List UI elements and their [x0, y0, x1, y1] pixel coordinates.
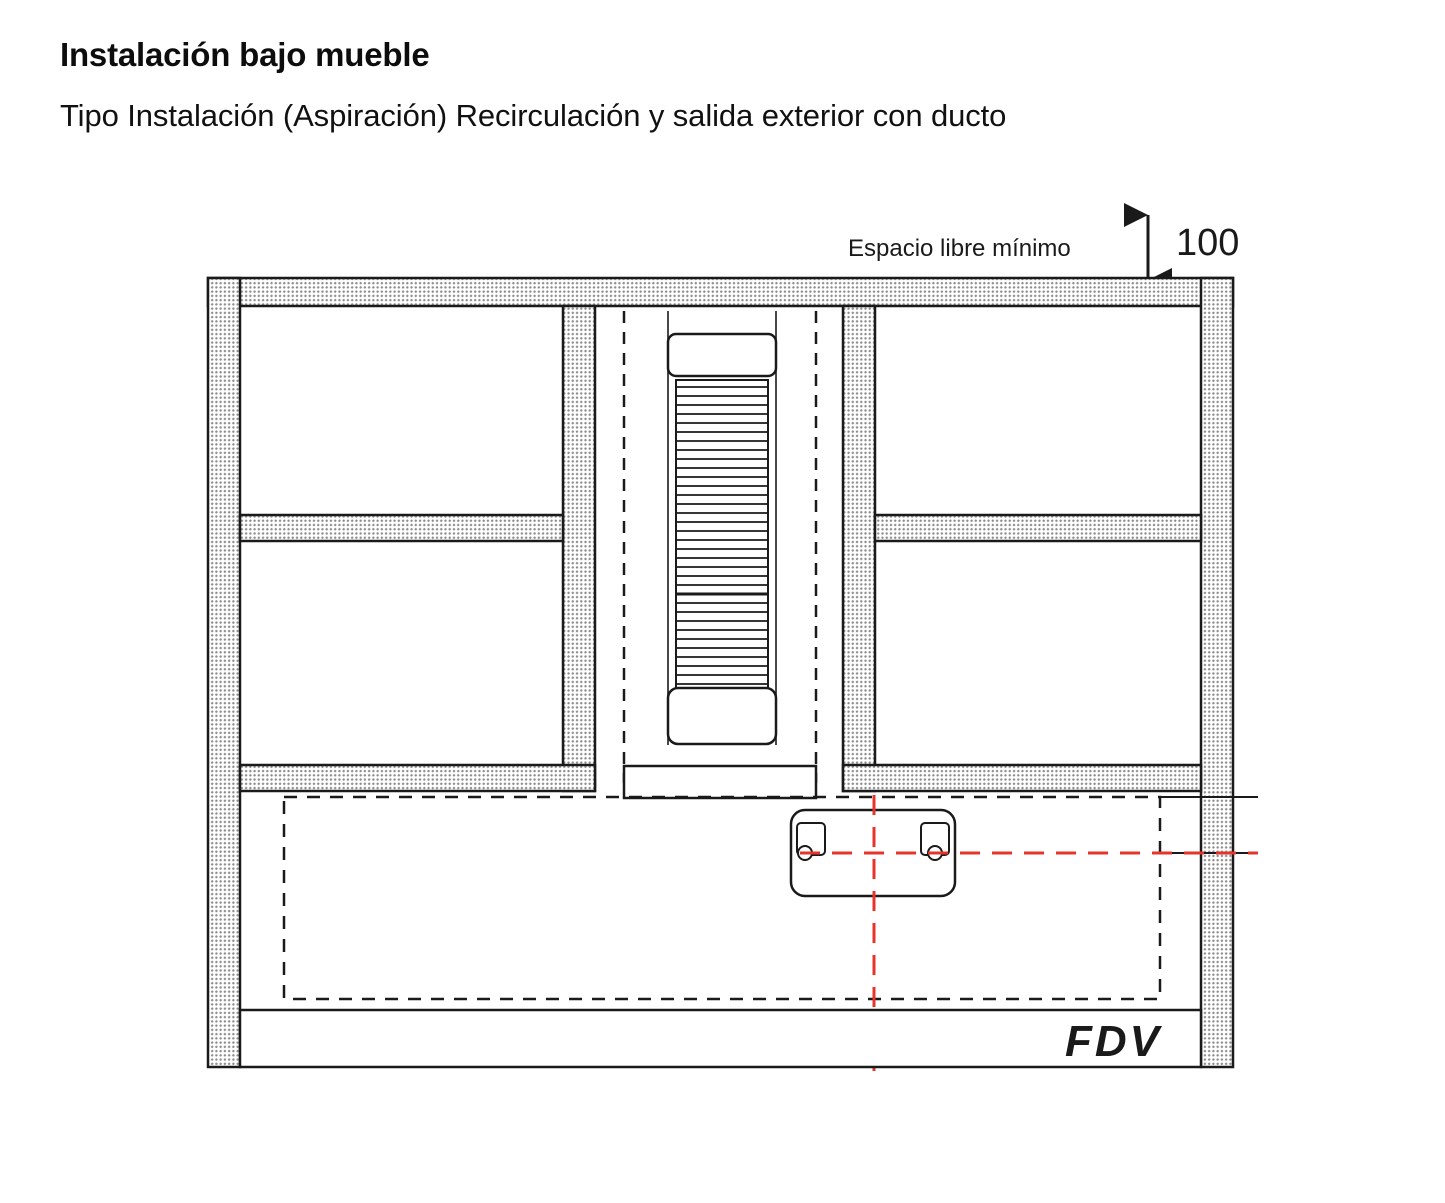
- clearance-label: Espacio libre mínimo: [848, 235, 1071, 262]
- installation-diagram: [0, 175, 1445, 1135]
- brand-logo: [1065, 1017, 1163, 1066]
- svg-text:FDV: FDV: [1065, 1017, 1162, 1066]
- page-subtitle: Tipo Instalación (Aspiración) Recirculación y salida exterior con ducto: [60, 98, 1007, 133]
- hood-body-outline: [284, 797, 1160, 999]
- flexible-duct-icon: [668, 334, 776, 744]
- left-compartment-divider: [240, 306, 595, 791]
- right-compartment-divider: [843, 306, 1201, 791]
- page-title: Instalación bajo mueble: [60, 36, 430, 73]
- hood-top-plate: [624, 766, 816, 798]
- cabinet-bottom-panel: [240, 1010, 1201, 1067]
- clearance-value: 100: [1176, 222, 1240, 264]
